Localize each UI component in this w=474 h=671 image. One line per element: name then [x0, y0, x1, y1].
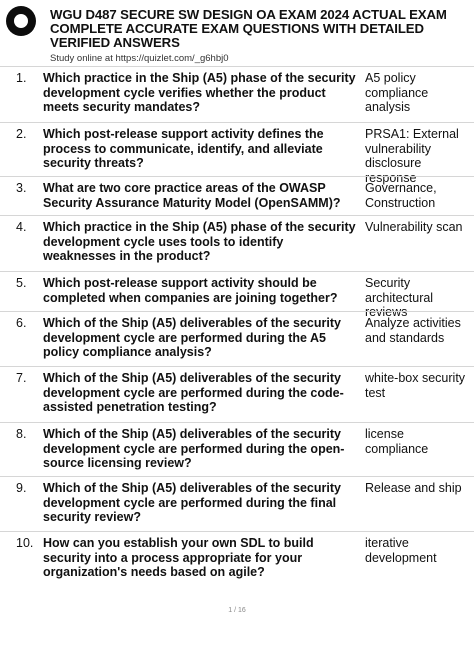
answer-text: A5 policy compliance analysis [365, 71, 429, 114]
question-text: Which of the Ship (A5) deliverables of the security development cycle are performed during the code-assisted penetration testing? [43, 371, 344, 414]
list-item [0, 176, 474, 210]
item-number: 9. [16, 481, 27, 495]
list-item [0, 422, 474, 470]
item-number: 4. [16, 220, 27, 234]
list-item [0, 366, 474, 414]
question-text: Which of the Ship (A5) deliverables of the security development cycle are performed during the final security review? [43, 481, 341, 524]
question-text: Which post-release support activity should be completed when companies are joining together? [43, 276, 338, 305]
list-item [0, 531, 474, 579]
item-number: 1. [16, 71, 27, 85]
question-text: Which of the Ship (A5) deliverables of the security development cycle are performed during the open-source licensing review? [43, 427, 345, 470]
question-text: Which practice in the Ship (A5) phase of the security development cycle verifies whether the product meets security mandates? [43, 71, 356, 114]
question-text: Which post-release support activity defines the process to communicate, identify, and alleviate security threats? [43, 127, 324, 170]
question-text: What are two core practice areas of the OWASP Security Assurance Maturity Model (OpenSAMM)? [43, 181, 341, 210]
list-item [0, 271, 474, 319]
answer-text: license compliance [365, 427, 429, 456]
list-item [0, 215, 474, 263]
question-text: How can you establish your own SDL to build security into a process appropriate for your organization's needs based on agile? [43, 536, 314, 579]
study-online-link[interactable]: Study online at https://quizlet.com/_g6hbj0 [50, 53, 229, 64]
item-number: 10. [16, 536, 34, 550]
answer-text: PRSA1: External vulnerability disclosure response [365, 127, 459, 185]
question-text: Which of the Ship (A5) deliverables of the security development cycle are performed during the A5 policy compliance analysis? [43, 316, 341, 359]
item-number: 8. [16, 427, 27, 441]
answer-text: Security architectural reviews [365, 276, 434, 319]
item-number: 2. [16, 127, 27, 141]
list-item [0, 311, 474, 359]
item-number: 7. [16, 371, 27, 385]
item-number: 6. [16, 316, 27, 330]
answer-text: Release and ship [365, 481, 462, 495]
answer-text: Vulnerability scan [365, 220, 463, 234]
answer-text: Governance, Construction [365, 181, 437, 210]
document-title: WGU D487 SECURE SW DESIGN OA EXAM 2024 ACTUAL EXAM COMPLETE ACCURATE EXAM QUESTIONS WITH DETAILED VERIFIED ANSWERS [50, 7, 447, 50]
list-item [0, 122, 474, 185]
question-text: Which practice in the Ship (A5) phase of the security development cycle uses tools to identify weaknesses in the product? [43, 220, 356, 263]
item-number: 5. [16, 276, 27, 290]
answer-text: Analyze activities and standards [365, 316, 461, 345]
document-header [0, 0, 474, 66]
answer-text: white-box security test [365, 371, 466, 400]
answer-text: iterative development [365, 536, 437, 565]
quizlet-logo-icon [6, 6, 36, 36]
page-number: 1 / 16 [228, 607, 246, 614]
item-number: 3. [16, 181, 27, 195]
list-item [0, 66, 474, 114]
list-item [0, 476, 474, 524]
